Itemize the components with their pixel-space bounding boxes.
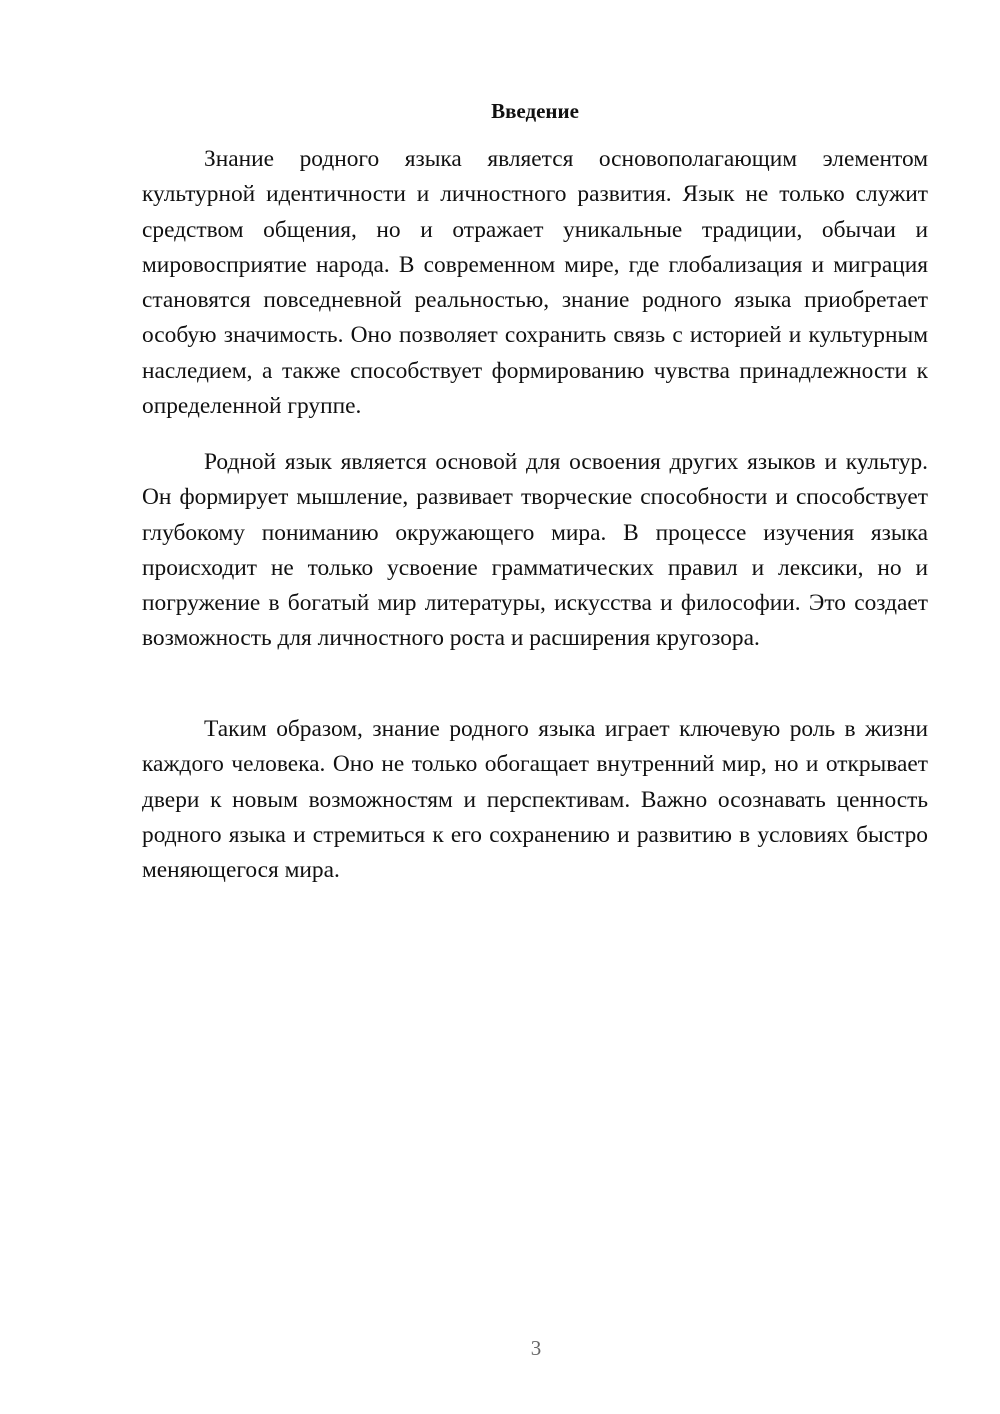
page-heading: Введение: [491, 99, 579, 123]
paragraph-2: Родной язык является основой для освоения других языков и культур. Он формирует мышление, развивает творческие способности и способствует глубокому пониманию окружающего мира. В процессе изучения языка происходит не только усвоение грамматических правил и лексики, но и погружение в богатый мир литературы, искусства и философии. Это создает возможность для личностного роста и расширения кругозора.: [142, 449, 928, 652]
page-number: 3: [530, 1336, 542, 1360]
paragraph-1: Знание родного языка является основополагающим элементом культурной идентичности и личностного развития. Язык не только служит средством общения, но и отражает уникальные традиции, обычаи и мировосприятие народа. В современном мире, где глобализация и миграция становятся повседневной реальностью, знание родного языка приобретает особую значимость. Оно позволяет сохранить связь с историей и культурным наследием, а также способствует формированию чувства принадлежности к определенной группе.: [142, 146, 928, 420]
paragraph-3: Таким образом, знание родного языка играет ключевую роль в жизни каждого человека. Оно не только обогащает внутренний мир, но и открывает двери к новым возможностям и перспективам. Важно осознавать ценность родного языка и стремиться к его сохранению и развитию в условиях быстро меняющегося мира.: [142, 716, 928, 884]
